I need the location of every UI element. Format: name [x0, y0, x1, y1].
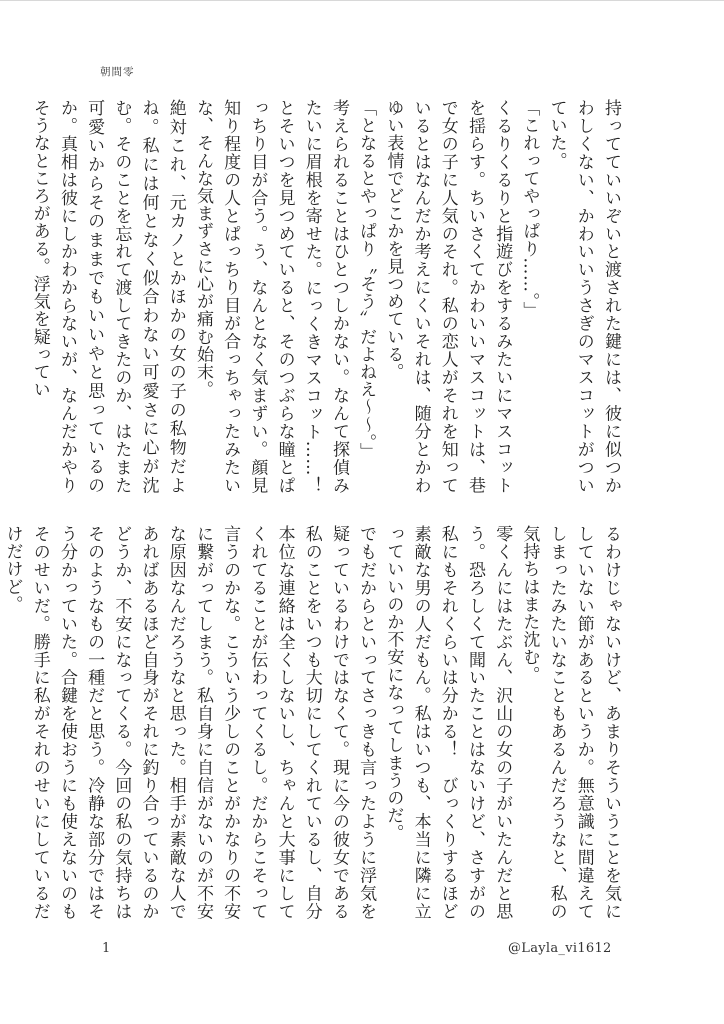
text-column-bottom [2, 525, 624, 920]
paragraph: 持ってていいぞいと渡された鍵には、彼に似つかわしくない、かわいいうさぎのマスコットがついていた。 [546, 99, 621, 494]
paragraph: 「となるとやっぱり〝そう〟だよねえ〜〜。」 [356, 99, 377, 461]
paragraph: るわけじゃないけど、あまりそういうことを気にしていない節があるというか。無意識に間違えてしまったみたいなこともあるんだろうなと、私の気持ちはまた沈む。 [519, 525, 621, 920]
page-number: 1 [102, 941, 111, 956]
running-title: 朝間零 [100, 66, 135, 78]
paragraph: 絶対これ、元カノとかほかの女の子の私物だよね。私には何となく似合わない可愛さに心が沈む。そのことを忘れて渡してきたのか、はたまた可愛いからそのままでもいいやと思っているのか。真相は彼にしかわからないが、なんだかやりそうなところがある。浮気を疑ってい [29, 99, 186, 494]
text-column-top [29, 99, 624, 494]
paragraph: くるりくるりと指遊びをするみたいにマスコットを揺らす。ちいさくてかわいいマスコットは、巷で女の子に人気のそれ。私の恋人がそれを知っているとはなんだか考えにくいそれは、随分とかわゆい表情でどこかを見つめている。 [383, 99, 513, 494]
paragraph: 「これってやっぱり……。」 [519, 99, 540, 320]
author-handle: @Layla_vi1612 [508, 941, 612, 956]
paragraph: でもだからといってさっきも言ったように浮気を疑っているわけではなくて。現に今の彼女である私のことをいつも大切にしてくれているし、自分本位な連絡は全くしないし、ちゃんと大事にしてくれてることが伝わってくるし。だからこそって言うのかな。こういう少しのことがかなりの不安に繋がってしまう。私自身に自信がないのが不安な原因なんだろうなと思った。相手が素敵な人であればあるほど自身がそれに釣り合っているのかどうか、不安になってくる。今回の私の気持ちはそのようなもの一種だと思う。冷静な部分ではそう分かっていた。合鍵を使おうにも使えないのもそのせいだ。勝手に私がそれのせいにしているだけだけど。 [2, 525, 377, 920]
paragraph: 考えられることはひとつしかない。なんて探偵みたいに眉根を寄せた。にっくきマスコット……！とそいつを見つめていると、そのつぶらな瞳とぱっちり目が合う。う、なんとなく気まずい。顔見知り程度の人とぱっちり目が合っちゃったみたいな、そんな気まずさに心が痛む始末。 [192, 99, 349, 494]
paragraph: 零くんにはたぶん、沢山の女の子がいたんだと思う。恐ろしくて聞いたことはないけど、さすがの私にもそれくらいは分かる！ びっくりするほど素敵な男の人だもん。私はいつも、本当に隣に立っていいのか不安になってしまうのだ。 [383, 525, 513, 920]
